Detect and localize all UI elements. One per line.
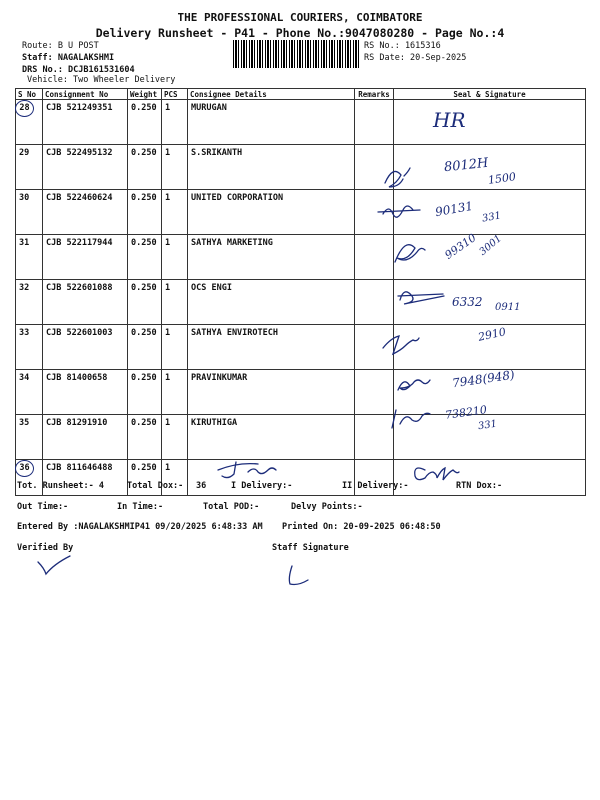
vehicle: Vehicle: Two Wheeler Delivery	[27, 75, 176, 85]
pcs: 1	[162, 145, 188, 190]
consignment-no: CJB 81291910	[43, 415, 128, 460]
route: Route: B U POST	[22, 41, 99, 51]
header-sno: S No	[16, 89, 43, 100]
sno: 35	[16, 415, 43, 460]
signature-34	[398, 380, 430, 390]
consignment-no: CJB 521249351	[43, 100, 128, 145]
consignee: SATHYA ENVIROTECH	[188, 325, 355, 370]
weight: 0.250	[128, 280, 162, 325]
consignment-no: CJB 811646488	[43, 460, 128, 496]
entered-by: Entered By :NAGALAKSHMIP41 09/20/2025 6:48:33 AM	[17, 522, 263, 532]
consignment-no: CJB 522601088	[43, 280, 128, 325]
header-consignee: Consignee Details	[188, 89, 355, 100]
consignee: UNITED CORPORATION	[188, 190, 355, 235]
header-consignment: Consignment No	[43, 89, 128, 100]
sno: 31	[16, 235, 43, 280]
header-weight: Weight	[128, 89, 162, 100]
pcs: 1	[162, 460, 188, 496]
printed-on: Printed On: 20-09-2025 06:48:50	[282, 522, 441, 532]
ii-delivery: II Delivery:-	[342, 481, 409, 491]
staff: Staff: NAGALAKSHMI	[22, 53, 115, 63]
consignee: SATHYA MARKETING	[188, 235, 355, 280]
consignee: PRAVINKUMAR	[188, 370, 355, 415]
signature-32	[398, 292, 444, 304]
sno: 32	[16, 280, 43, 325]
i-delivery: I Delivery:-	[231, 481, 293, 491]
header-remarks: Remarks	[355, 89, 394, 100]
drs-number: DRS No.: DCJB161531604	[22, 65, 135, 75]
total-dox-value: 36	[196, 481, 207, 491]
in-time: In Time:-	[117, 502, 164, 512]
rtn-dox: RTN Dox:-	[456, 481, 503, 491]
weight: 0.250	[128, 415, 162, 460]
handwritten-number: 8012H	[443, 155, 490, 176]
verified-checkmark	[38, 556, 70, 574]
consignment-no: CJB 81400658	[43, 370, 128, 415]
weight: 0.250	[128, 190, 162, 235]
consignment-no: CJB 522601003	[43, 325, 128, 370]
sno-circled: 36	[15, 460, 34, 477]
sno: 29	[16, 145, 43, 190]
rs-date: RS Date: 20-Sep-2025	[364, 53, 467, 63]
weight: 0.250	[128, 235, 162, 280]
pcs: 1	[162, 370, 188, 415]
consignment-no: CJB 522460624	[43, 190, 128, 235]
consignment-no: CJB 522117944	[43, 235, 128, 280]
handwritten-number: 331	[477, 418, 498, 433]
signature-31	[395, 245, 425, 262]
out-time: Out Time:-	[17, 502, 69, 512]
consignee: S.SRIKANTH	[188, 145, 355, 190]
pcs: 1	[162, 325, 188, 370]
company-title: THE PROFESSIONAL COURIERS, COIMBATORE	[177, 11, 423, 24]
sno: 34	[16, 370, 43, 415]
weight: 0.250	[128, 325, 162, 370]
staff-signature-mark	[289, 566, 308, 585]
sno: 30	[16, 190, 43, 235]
handwritten-number: 6332	[452, 295, 483, 309]
rs-number: RS No.: 1615316	[364, 41, 441, 51]
runsheet-subtitle: Delivery Runsheet - P41 - Phone No.:9047080280 - Page No.:4	[95, 26, 505, 40]
signature-30	[378, 206, 420, 217]
total-pod: Total POD:-	[203, 502, 260, 512]
sno-circled: 28	[15, 100, 34, 117]
handwritten-number: 331	[481, 210, 502, 225]
pcs: 1	[162, 415, 188, 460]
handwritten-number: 7948(948)	[451, 367, 516, 391]
consignment-no: CJB 522495132	[43, 145, 128, 190]
signature-29	[385, 168, 410, 187]
signature-35	[392, 410, 430, 428]
pcs: 1	[162, 190, 188, 235]
handwritten-number: 3001	[477, 233, 505, 258]
signature-33	[383, 336, 419, 354]
handwritten-number: 90131	[434, 198, 475, 220]
handwritten-number: 99310	[442, 231, 479, 262]
sno: 33	[16, 325, 43, 370]
header-signature: Seal & Signature	[394, 89, 586, 100]
weight: 0.250	[128, 145, 162, 190]
weight: 0.250	[128, 460, 162, 496]
handwritten-initials: HR	[433, 108, 466, 132]
consignee: MURUGAN	[188, 100, 355, 145]
pcs: 1	[162, 235, 188, 280]
handwritten-number: 1500	[487, 170, 517, 187]
total-dox-label: Total Dox:-	[127, 481, 184, 491]
consignee: KIRUTHIGA	[188, 415, 355, 460]
signature-36-left	[218, 462, 276, 478]
handwritten-number: 0911	[495, 302, 521, 313]
staff-signature-label: Staff Signature	[272, 543, 349, 553]
verified-by-label: Verified By	[17, 543, 74, 553]
weight: 0.250	[128, 370, 162, 415]
pcs: 1	[162, 280, 188, 325]
delvy-points: Delvy Points:-	[291, 502, 363, 512]
handwritten-number: 2910	[476, 325, 508, 344]
handwritten-number: 738210	[444, 403, 488, 422]
pcs: 1	[162, 100, 188, 145]
weight: 0.250	[128, 100, 162, 145]
signature-36-right	[415, 468, 459, 480]
tot-runsheet: Tot. Runsheet:- 4	[17, 481, 104, 491]
consignee: OCS ENGI	[188, 280, 355, 325]
header-pcs: PCS	[162, 89, 188, 100]
